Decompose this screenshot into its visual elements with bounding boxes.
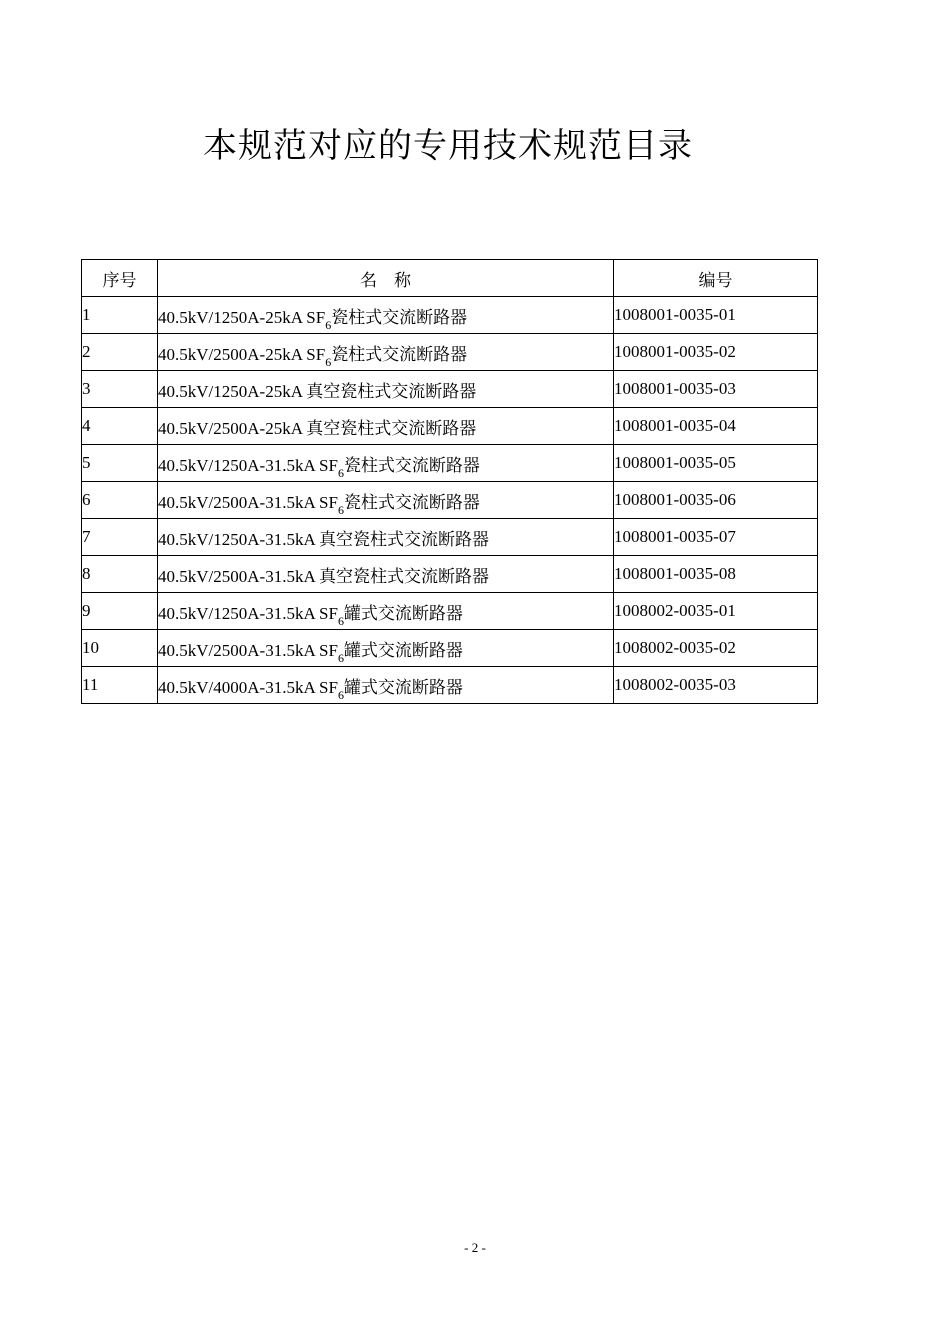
name-suffix: 罐式交流断路器 [343,603,463,623]
table-row [82,445,818,482]
row-number: 6 [82,482,158,519]
table-row [82,334,818,371]
name-text: 40.5kV/2500A-31.5kA 真空瓷柱式交流断路器 [158,566,490,586]
table-row [82,482,818,519]
table-row [82,667,818,704]
name-subscript: 6 [337,502,344,517]
row-code: 1008002-0035-03 [614,667,818,704]
table-row [82,371,818,408]
row-code: 1008001-0035-07 [614,519,818,556]
row-number: 4 [82,408,158,445]
row-name [158,482,614,519]
name-text: 40.5kV/1250A-25kA 真空瓷柱式交流断路器 [158,381,477,401]
table-row [82,630,818,667]
row-number: 1 [82,297,158,334]
row-code: 1008001-0035-08 [614,556,818,593]
header-name: 名 称 [158,260,614,297]
row-name [158,667,614,704]
name-text: 40.5kV/2500A-25kA 真空瓷柱式交流断路器 [158,418,477,438]
row-code: 1008001-0035-02 [614,334,818,371]
row-number: 5 [82,445,158,482]
table-row [82,297,818,334]
name-suffix: 罐式交流断路器 [343,677,463,697]
table-row [82,556,818,593]
name-suffix: 瓷柱式交流断路器 [331,344,468,364]
row-code: 1008002-0035-02 [614,630,818,667]
page-title: 本规范对应的专用技术规范目录 [203,126,693,166]
name-text: 40.5kV/1250A-31.5kA SF [158,455,338,475]
row-name [158,371,614,408]
catalog-table [81,259,818,704]
row-number: 9 [82,593,158,630]
row-number: 2 [82,334,158,371]
name-subscript: 6 [325,317,332,332]
name-text: 40.5kV/2500A-25kA SF [158,344,326,364]
row-name [158,445,614,482]
row-name [158,408,614,445]
row-name [158,334,614,371]
row-code: 1008001-0035-04 [614,408,818,445]
row-name [158,556,614,593]
table-row [82,408,818,445]
name-text: 40.5kV/1250A-31.5kA SF [158,603,338,623]
header-no: 序号 [82,260,158,297]
name-subscript: 6 [337,465,344,480]
page-number: - 2 - [464,1240,486,1255]
row-name [158,519,614,556]
row-code: 1008001-0035-01 [614,297,818,334]
row-code: 1008001-0035-05 [614,445,818,482]
name-subscript: 6 [337,687,344,702]
table-row [82,593,818,630]
row-number: 11 [82,667,158,704]
name-text: 40.5kV/2500A-31.5kA SF [158,640,338,660]
row-code: 1008001-0035-06 [614,482,818,519]
table-row [82,519,818,556]
name-subscript: 6 [337,650,344,665]
row-code: 1008001-0035-03 [614,371,818,408]
row-name [158,630,614,667]
table-body [82,297,818,704]
row-name [158,297,614,334]
row-number: 10 [82,630,158,667]
name-suffix: 瓷柱式交流断路器 [331,307,468,327]
name-suffix: 罐式交流断路器 [343,640,463,660]
name-text: 40.5kV/4000A-31.5kA SF [158,677,338,697]
name-suffix: 瓷柱式交流断路器 [343,492,480,512]
row-code: 1008002-0035-01 [614,593,818,630]
name-subscript: 6 [337,613,344,628]
name-text: 40.5kV/1250A-31.5kA 真空瓷柱式交流断路器 [158,529,490,549]
row-number: 7 [82,519,158,556]
row-number: 8 [82,556,158,593]
name-text: 40.5kV/1250A-25kA SF [158,307,326,327]
name-text: 40.5kV/2500A-31.5kA SF [158,492,338,512]
row-name [158,593,614,630]
row-number: 3 [82,371,158,408]
header-code: 编号 [614,260,818,297]
name-subscript: 6 [325,354,332,369]
table-header-row [82,260,818,297]
name-suffix: 瓷柱式交流断路器 [343,455,480,475]
